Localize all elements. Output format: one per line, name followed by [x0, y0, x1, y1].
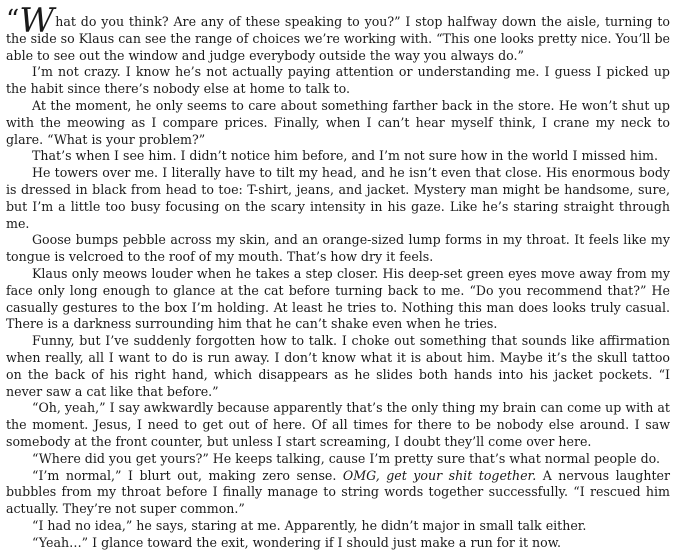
paragraph: Klaus only meows louder when he takes a step closer. His deep-set green eyes move away from my face only long enough to glance at the cat before turning back to me. “Do you recommend that?” He casually gestures to the box I’m holding. At least he tries to. Nothing this man does looks truly casual. There is a darkness surrounding him that he can’t shake even when he tries. [6, 265, 670, 332]
opening-quote: “ [6, 5, 20, 35]
paragraph: That’s when I see him. I didn’t notice him before, and I’m not sure how in the world I missed him. [32, 148, 658, 164]
normal-before: “I’m normal,” I blurt out, making zero sense. [32, 467, 343, 483]
normal-after: A nervous laughter bubbles from my throat before I finally manage to string words together successfully. “I rescued him actually. They’re not super common.” [6, 467, 670, 517]
paragraph: “Oh, yeah,” I say awkwardly because apparently that’s the only thing my brain can come up with at the moment. Jesus, I need to get out of here. Of all times for there to be nobody else around. I saw somebody at the front counter, but unless I start screaming, I doubt they’ll come over here. [6, 400, 670, 449]
paragraph: At the moment, he only seems to care about something farther back in the store. He won’t shut up with the meowing as I compare prices. Finally, when I can’t hear myself think, I crane my neck to glare. “What is your problem?” [6, 97, 670, 147]
paragraph: “Where did you get yours?” He keeps talking, cause I’m pretty sure that’s what normal people do. [32, 450, 661, 466]
paragraph: “I had no idea,” he says, staring at me. Apparently, he didn’t major in small talk either. [32, 517, 587, 533]
paragraph: Goose bumps pebble across my skin, and an orange-sized lump forms in my throat. It feels like my tongue is velcroed to the roof of my mouth. That’s how dry it feels. [6, 232, 670, 265]
paragraph: I’m not crazy. I know he’s not actually paying attention or understanding me. I guess I picked up the habit since there’s nobody else at home to talk to. [6, 64, 670, 97]
paragraph: He towers over me. I literally have to tilt my head, and he isn’t even that close. His enormous body is dressed in black from head to toe: T-shirt, jeans, and jacket. Mystery man might be handsome, sure, but I’m a little too busy focusing on the scary intensity in his gaze. Like he’s staring straight through me. [6, 165, 670, 231]
opening-text: hat do you think? Are any of these speaking to you?” I stop halfway down the aisle, turning to the side so Klaus can see the range of choices we’re working with. “This one looks pretty nice. You’ll be able to see out the window and judge everybody outside the way you always do.” [6, 14, 670, 63]
inner-thought: OMG, get your shit together. [342, 467, 537, 483]
paragraph: “Yeah…” I glance toward the exit, wondering if I should just make a run for it now. [32, 534, 562, 550]
drop-cap: W [19, 1, 55, 41]
paragraph: Funny, but I’ve suddenly forgotten how to talk. I choke out something that sounds like affirmation when really, all I want to do is run away. I don’t know what it is about him. Maybe it’s the skull tattoo on the back of his right hand, which disappears as he slides both hands into his jacket pockets. “I never saw a cat like that before.” [6, 333, 670, 399]
opening-paragraph [6, 1, 670, 64]
normal-paragraph [6, 468, 670, 518]
